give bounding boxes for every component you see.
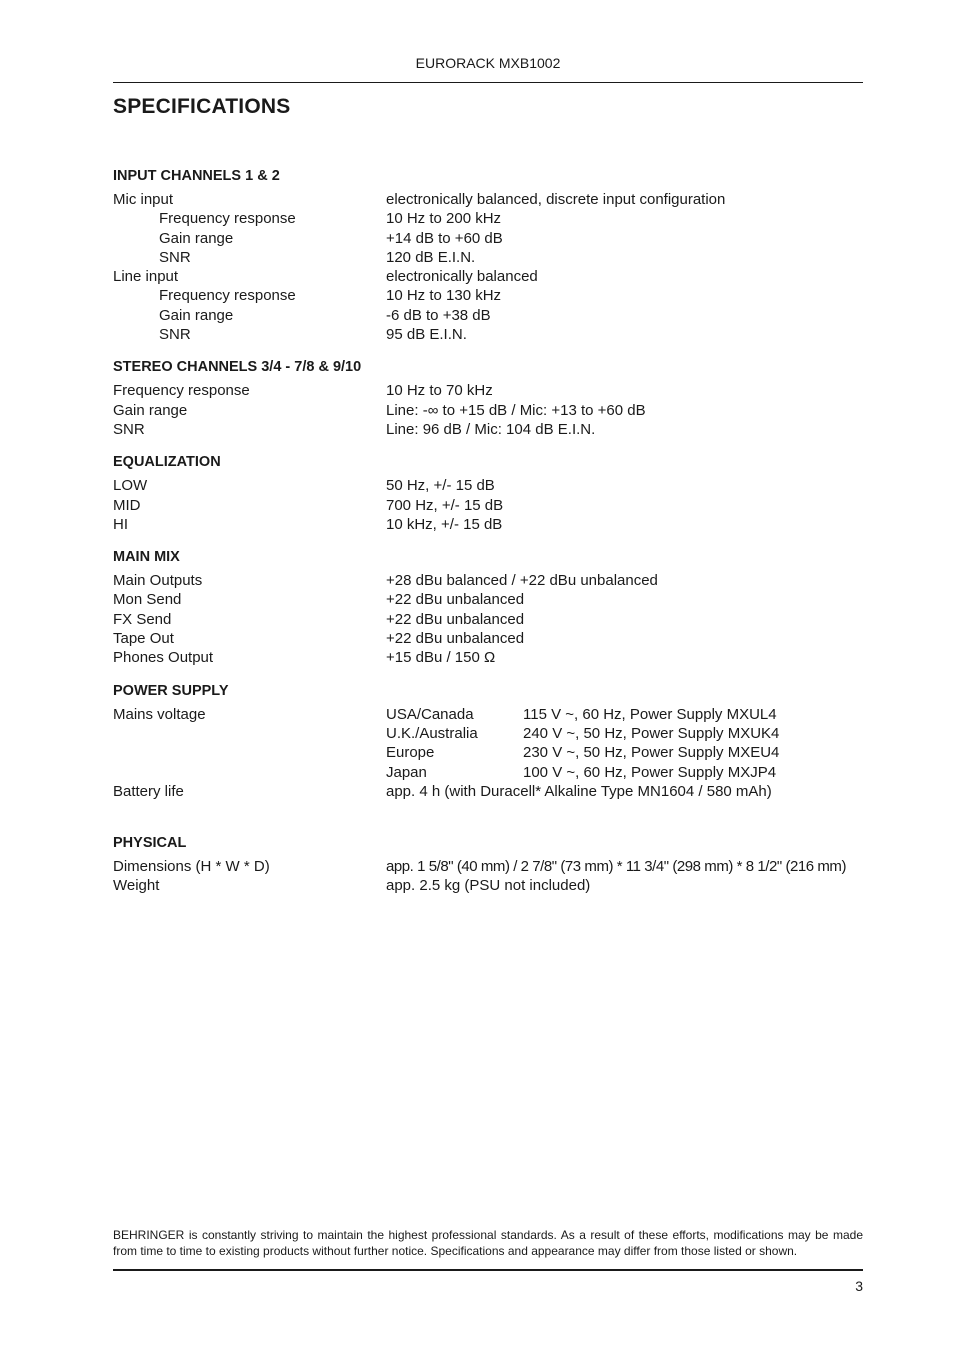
running-header: EURORACK MXB1002 <box>415 55 561 71</box>
section-input-channels <box>113 166 863 344</box>
spec-value: 700 Hz, +/- 15 dB <box>386 496 504 514</box>
mains-region: USA/Canada <box>386 705 474 723</box>
spec-row <box>113 782 863 801</box>
section-stereo-channels <box>113 357 863 439</box>
section-equalization <box>113 452 863 534</box>
section-main-mix <box>113 547 863 667</box>
spec-row <box>113 876 863 895</box>
spec-value: app. 2.5 kg (PSU not included) <box>386 877 591 895</box>
page-number: 3 <box>855 1278 863 1294</box>
spec-value: +14 dB to +60 dB <box>386 229 503 247</box>
spec-value: app. 1 5/8" (40 mm) / 2 7/8" (73 mm) * 11 3/4" (298 mm) * 8 1/2" (216 mm) <box>386 858 847 876</box>
spec-value: 10 Hz to 70 kHz <box>386 382 493 400</box>
spec-row <box>113 496 863 515</box>
spec-row <box>113 763 863 782</box>
section-title: POWER SUPPLY <box>113 682 229 699</box>
spec-row <box>113 610 863 629</box>
section-title: PHYSICAL <box>113 835 187 852</box>
mains-spec: 100 V ~, 60 Hz, Power Supply MXJP4 <box>523 763 777 781</box>
section-power-supply <box>113 681 863 801</box>
spec-label: Frequency response <box>159 210 296 228</box>
mains-region: Japan <box>386 763 427 781</box>
spec-label: Phones Output <box>113 649 214 667</box>
spec-label: Dimensions (H * W * D) <box>113 858 270 876</box>
section-title: STEREO CHANNELS 3/4 - 7/8 & 9/10 <box>113 359 362 376</box>
spec-label: Frequency response <box>113 382 250 400</box>
spec-row <box>113 515 863 534</box>
spec-label: Mon Send <box>113 591 182 609</box>
spec-row <box>113 420 863 439</box>
spec-row <box>113 648 863 667</box>
spec-value: 10 Hz to 200 kHz <box>386 210 502 228</box>
spec-label: Tape Out <box>113 630 174 648</box>
spec-row <box>113 286 863 305</box>
spec-row <box>113 209 863 228</box>
spec-value: +15 dBu / 150 Ω <box>386 649 496 667</box>
spec-row <box>113 401 863 420</box>
mains-spec: 115 V ~, 60 Hz, Power Supply MXUL4 <box>523 705 777 723</box>
spec-value: -6 dB to +38 dB <box>386 306 491 324</box>
spec-row <box>113 476 863 495</box>
spec-value: electronically balanced <box>386 268 538 286</box>
spec-value: app. 4 h (with Duracell* Alkaline Type MN1604 / 580 mAh) <box>386 782 772 800</box>
mains-spec: 230 V ~, 50 Hz, Power Supply MXEU4 <box>523 744 780 762</box>
spec-value: 120 dB E.I.N. <box>386 248 476 266</box>
spec-label: Gain range <box>159 229 234 247</box>
spec-value: +22 dBu unbalanced <box>386 591 525 609</box>
section-physical <box>113 833 863 896</box>
document-page <box>113 0 863 1351</box>
disclaimer-text: BEHRINGER is constantly striving to maintain the highest professional standards. As a result of these efforts, modifications may be made from time to time to existing products without further notice. Specifications and appearance may differ from those listed or shown. <box>113 1228 863 1258</box>
spec-row <box>113 229 863 248</box>
spec-row <box>113 743 863 762</box>
spec-row <box>113 248 863 267</box>
spec-row <box>113 571 863 590</box>
spec-label: HI <box>113 515 128 533</box>
page-title: SPECIFICATIONS <box>113 95 291 118</box>
spec-row <box>113 590 863 609</box>
spec-value: electronically balanced, discrete input configuration <box>386 191 726 208</box>
footer-rule <box>113 1269 863 1271</box>
spec-value: 10 Hz to 130 kHz <box>386 287 502 305</box>
spec-label: Gain range <box>113 401 188 419</box>
spec-row <box>113 724 863 743</box>
section-title: EQUALIZATION <box>113 454 221 471</box>
specifications-list <box>113 166 863 909</box>
spec-row <box>113 705 863 724</box>
spec-value: +22 dBu unbalanced <box>386 630 525 648</box>
spec-value: 50 Hz, +/- 15 dB <box>386 477 495 495</box>
spec-label: Mains voltage <box>113 705 206 723</box>
spec-label: Mic input <box>113 191 174 208</box>
spec-label: SNR <box>159 326 191 344</box>
spec-label: Line input <box>113 268 179 286</box>
spec-label: LOW <box>113 477 148 495</box>
spec-value: +28 dBu balanced / +22 dBu unbalanced <box>386 572 658 590</box>
spec-value: +22 dBu unbalanced <box>386 610 525 628</box>
spec-label: FX Send <box>113 610 172 628</box>
spec-row <box>113 190 863 209</box>
spec-label: MID <box>113 496 141 514</box>
spec-row <box>113 857 863 876</box>
spec-label: Battery life <box>113 782 184 800</box>
mains-spec: 240 V ~, 50 Hz, Power Supply MXUK4 <box>523 724 780 742</box>
spec-value: Line: -∞ to +15 dB / Mic: +13 to +60 dB <box>386 401 646 419</box>
spec-label: Main Outputs <box>113 572 203 590</box>
spec-value: 10 kHz, +/- 15 dB <box>386 515 503 533</box>
spec-row <box>113 629 863 648</box>
spec-row <box>113 306 863 325</box>
spec-label: Weight <box>113 877 160 895</box>
section-title: INPUT CHANNELS 1 & 2 <box>113 168 280 184</box>
mains-region: Europe <box>386 744 435 762</box>
section-title: MAIN MIX <box>113 549 180 566</box>
mains-region: U.K./Australia <box>386 724 478 742</box>
spec-row <box>113 381 863 400</box>
spec-label: Frequency response <box>159 287 296 305</box>
spec-row <box>113 325 863 344</box>
spec-label: SNR <box>159 248 191 266</box>
header-rule <box>113 82 863 83</box>
spec-label: Gain range <box>159 306 234 324</box>
spec-label: SNR <box>113 420 145 438</box>
spec-value: Line: 96 dB / Mic: 104 dB E.I.N. <box>386 420 596 438</box>
spec-row <box>113 267 863 286</box>
spec-value: 95 dB E.I.N. <box>386 326 467 344</box>
